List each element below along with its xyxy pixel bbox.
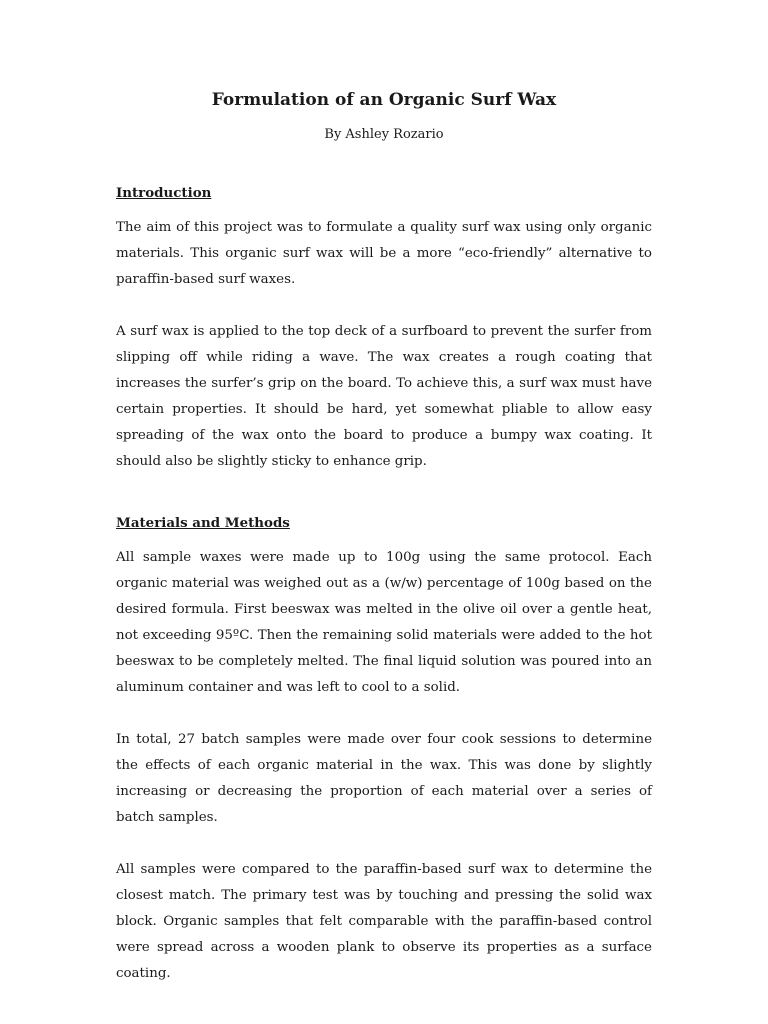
- document-title: Formulation of an Organic Surf Wax: [211, 90, 557, 110]
- methods-paragraph-3: All samples were compared to the paraffin-based surf wax to determine the closest match. The primary test was by touching and pressing the solid wax block. Organic samples that felt comparable with the paraffin-based control were spread across a wooden plank to observe its properties as a surface coating.: [116, 862, 652, 981]
- intro-paragraph-2: A surf wax is applied to the top deck of a surfboard to prevent the surfer from slipping off while riding a wave. The wax creates a rough coating that increases the surfer’s grip on the board. To achieve this, a surf wax must have certain properties. It should be hard, yet somewhat pliable to allow easy spreading of the wax onto the board to produce a bumpy wax coating. It should also be slightly sticky to enhance grip.: [116, 324, 652, 469]
- document-page: [116, 88, 652, 987]
- document-author: By Ashley Rozario: [324, 127, 444, 142]
- methods-paragraph-1: All sample waxes were made up to 100g using the same protocol. Each organic material was weighed out as a (w/w) percentage of 100g based on the desired formula. First beeswax was melted in the olive oil over a gentle heat, not exceeding 95ºC. Then the remaining solid materials were added to the hot beeswax to be completely melted. The final liquid solution was poured into an aluminum container and was left to cool to a solid.: [116, 550, 652, 695]
- section-heading-materials-and-methods: Materials and Methods: [116, 515, 290, 531]
- methods-paragraph-2: In total, 27 batch samples were made over four cook sessions to determine the effects of each organic material in the wax. This was done by slightly increasing or decreasing the proportion of each material over a series of batch samples.: [116, 732, 652, 825]
- section-heading-introduction: Introduction: [116, 185, 212, 201]
- intro-paragraph-1: The aim of this project was to formulate a quality surf wax using only organic materials. This organic surf wax will be a more “eco-friendly” alternative to paraffin-based surf waxes.: [116, 220, 652, 287]
